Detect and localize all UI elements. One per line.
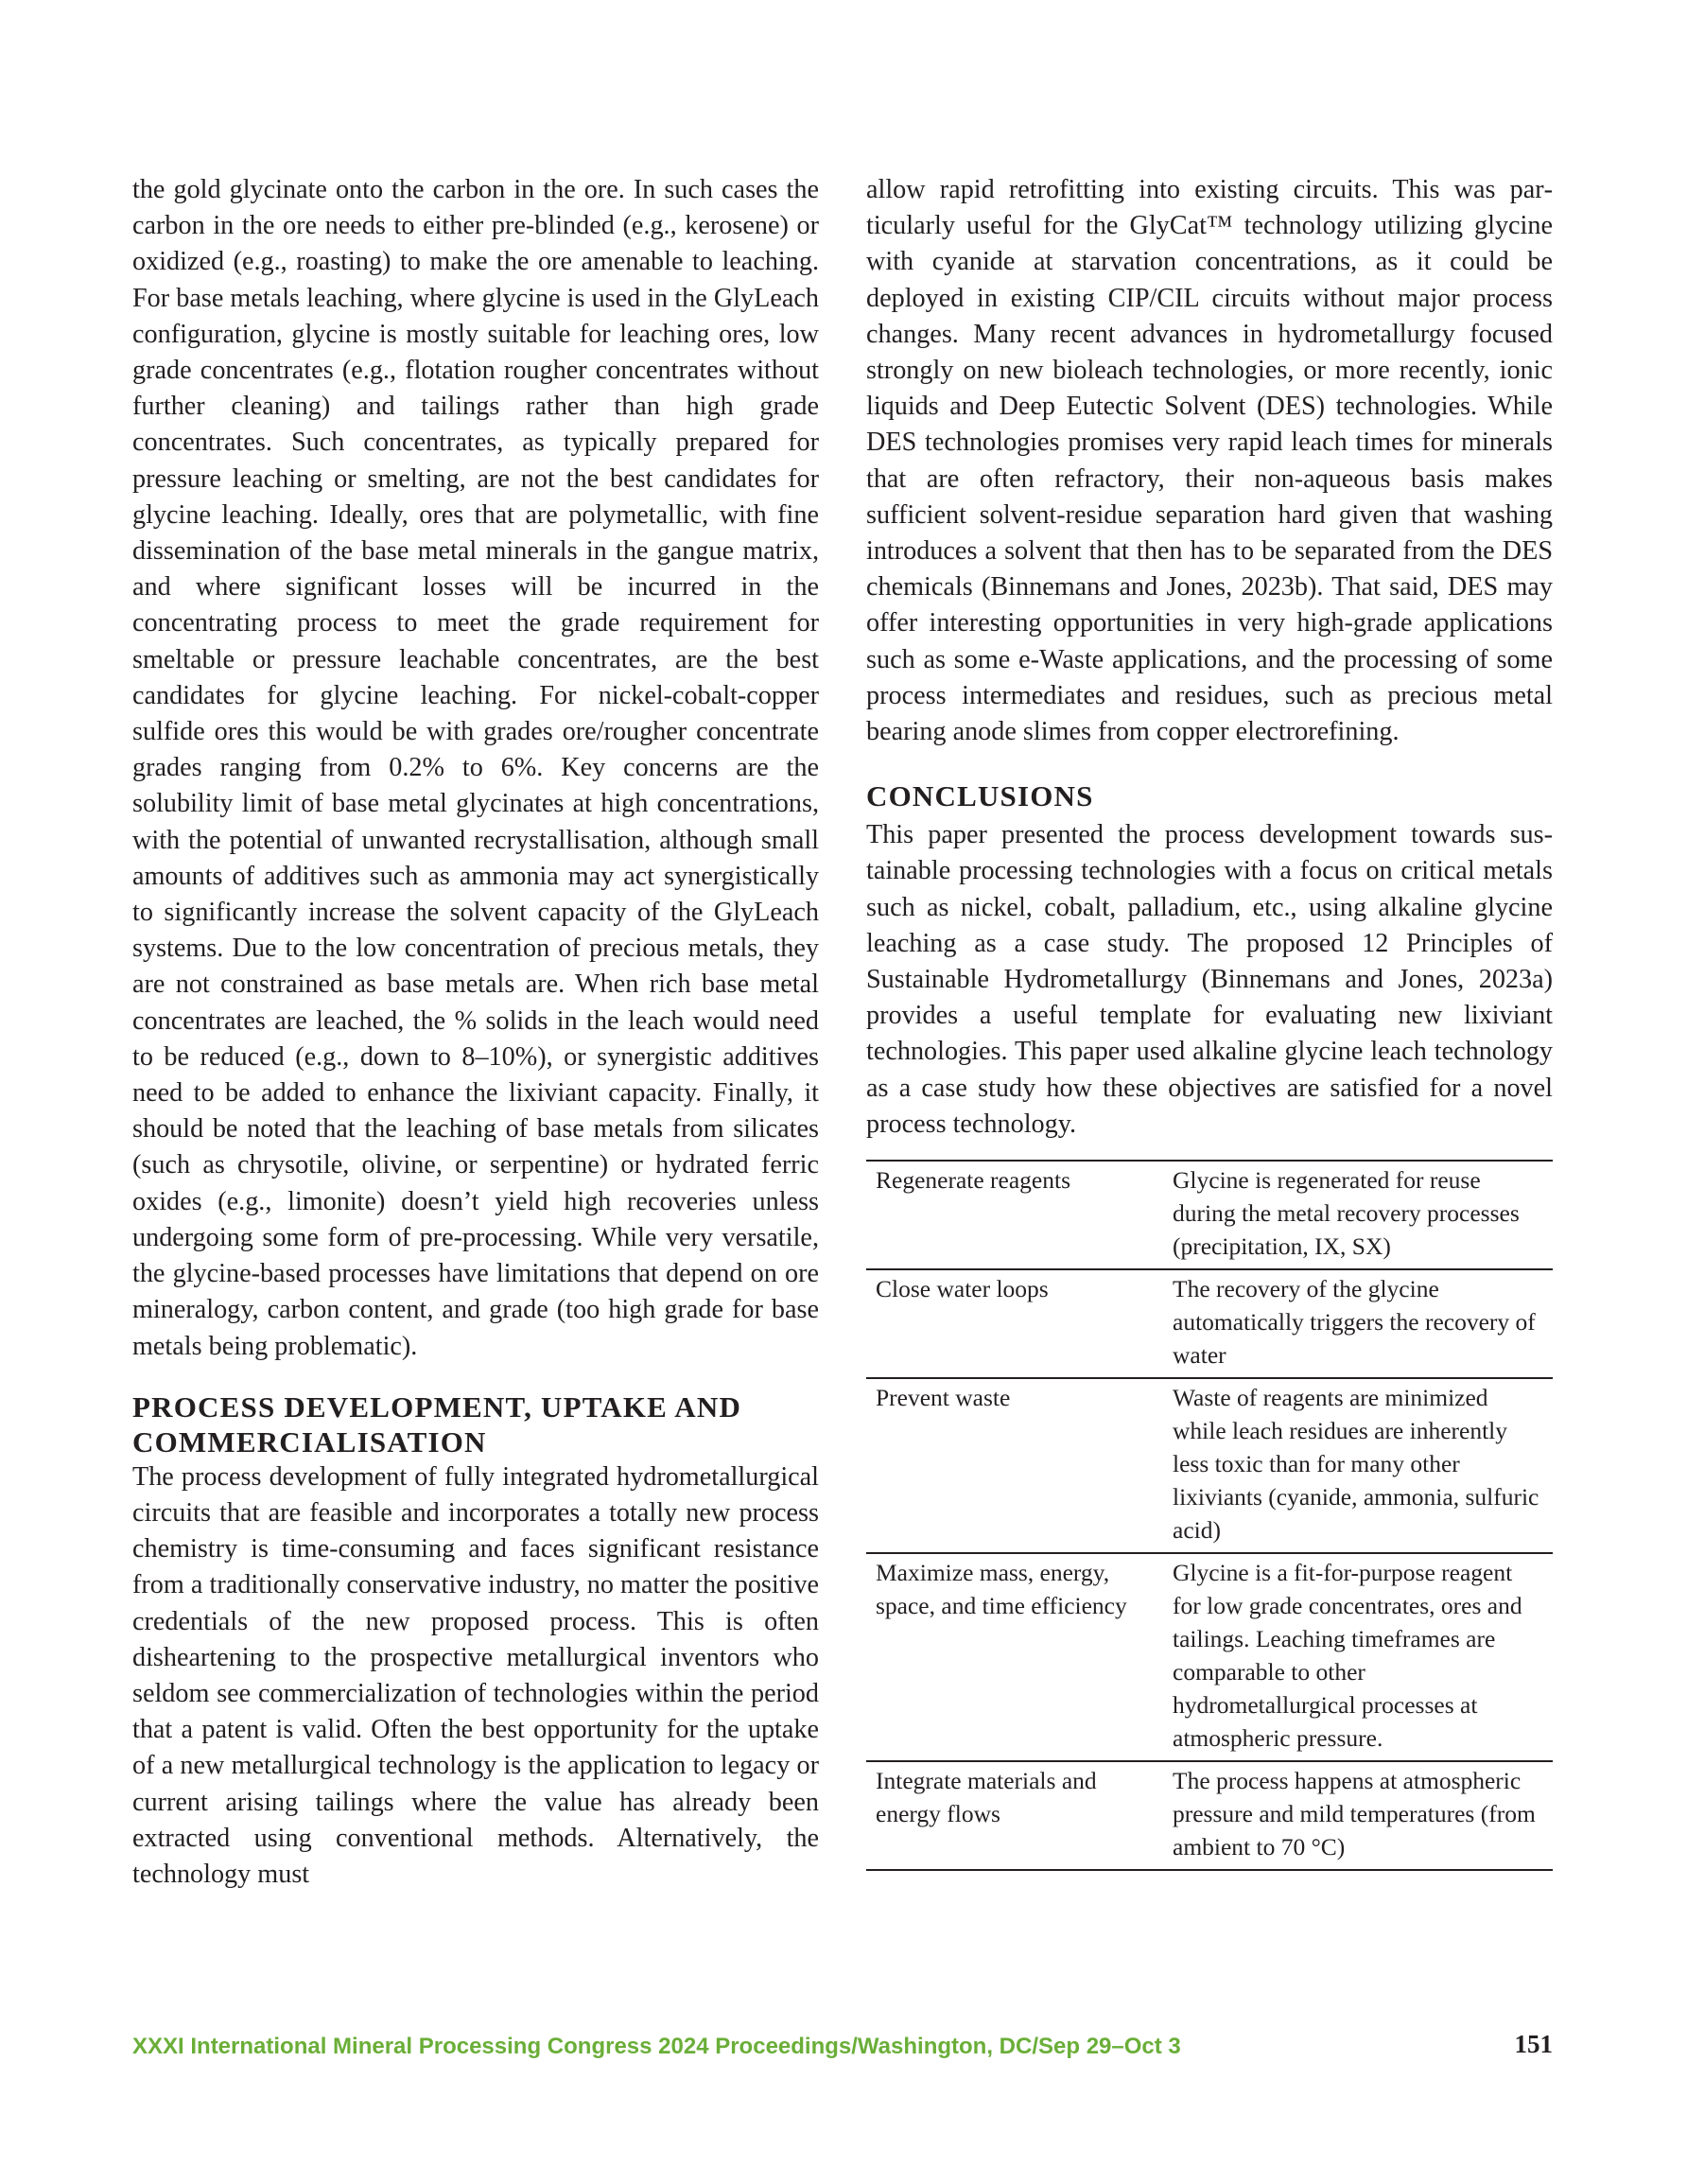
principles-table bbox=[866, 1160, 1553, 1871]
table-row bbox=[866, 1269, 1553, 1378]
table-cell-principle: Prevent waste bbox=[876, 1384, 1011, 1412]
body-paragraph: allow rapid retrofitting into existing circuits. This was particularly useful for the GlyCat™ technology utilizing glycine with cyanide at starvation concentrations, as it could be deployed in existing CIP/CIL circuits without major process changes. Many recent advances in hydrometallurgy focused strongly on new bioleach technologies, or more recently, ionic liquids and Deep Eutectic Solvent (DES) technologies. While DES technologies promises very rapid leach times for minerals that are often refractory, their non-aqueous basis makes sufficient solvent-residue separation hard given that washing introduces a solvent that then has to be separated from the DES chemicals (Binnemans and Jones, 2023b). That said, DES may offer interesting opportunities in very high-grade applications such as some e-Waste applications, and the processing of some process intermediates and residues, such as precious metal bearing anode slimes from copper electrorefining. bbox=[866, 175, 1553, 747]
page-number: 151 bbox=[1514, 2030, 1553, 2058]
section-heading-process-development: PROCESS DEVELOPMENT, UPTAKE AND COMMERCIALISATION bbox=[132, 1389, 742, 1459]
table-cell-description: Glycine is regenerated for reuse during the metal recovery processes (precipitation, IX, SX) bbox=[1173, 1166, 1520, 1261]
table-cell-description: Waste of reagents are minimized while leach residues are inherently less toxic than for many other lixiviants (cyanide, ammonia, sulfuric acid) bbox=[1173, 1384, 1539, 1545]
left-column bbox=[132, 172, 819, 1893]
table-row bbox=[866, 1161, 1553, 1269]
table-cell-principle: Regenerate reagents bbox=[876, 1166, 1071, 1195]
table-cell-principle: Close water loops bbox=[876, 1275, 1049, 1303]
right-column bbox=[866, 172, 1553, 1871]
table-cell-principle: Maximize mass, energy, space, and time efficiency bbox=[876, 1559, 1127, 1620]
table-cell-description: Glycine is a fit-for-purpose reagent for low grade concentrates, ores and tailings. Leaching timeframes are comparable to other hydrometallurgical processes at atmospheric pressure. bbox=[1173, 1559, 1522, 1753]
section-heading-conclusions: CONCLUSIONS bbox=[866, 779, 1094, 813]
body-paragraph: This paper presented the process development towards sustainable processing technologies with a focus on critical metals such as nickel, cobalt, palladium, etc., using alkaline glycine leaching as a case study. The proposed 12 Principles of Sustainable Hydrometallurgy (Binnemans and Jones, 2023a) provides a useful template for evaluating new lixiviant technologies. This paper used alkaline glycine leach technology as a case study how these objectives are satisfied for a novel process technology. bbox=[866, 820, 1553, 1139]
table-row bbox=[866, 1378, 1553, 1553]
body-paragraph: the gold glycinate onto the carbon in the ore. In such cases the carbon in the ore needs to either pre-blinded (e.g., kerosene) or oxidized (e.g., roasting) to make the ore amenable to leaching. For base metals leaching, where glycine is used in the GlyLeach configuration, glycine is mostly suitable for leaching ores, low grade concentrates (e.g., flotation rougher concentrates without further cleaning) and tailings rather than high grade concentrates. Such concentrates, as typically prepared for pressure leaching or smelting, are not the best candidates for glycine leaching. Ideally, ores that are polymetallic, with fine dissemination of the base metal minerals in the gangue matrix, and where significant losses will be incurred in the concentrating process to meet the grade requirement for smeltable or pressure leachable concentrates, are the best candidates for glycine leaching. For nickel-cobalt-copper sulfide ores this would be with grades ore/rougher concentrate grades ranging from 0.2% to 6%. Key concerns are the solubility limit of base metal glycinates at high concentrations, with the potential of unwanted recrystallisation, although small amounts of additives such as ammonia may act synergistically to significantly increase the solvent capacity of the GlyLeach systems. Due to the low concentration of precious metals, they are not constrained as base metals are. When rich base metal concentrates are leached, the % solids in the leach would need to be reduced (e.g., down to 8–10%), or synergistic additives need to be added to enhance the lixiviant capacity. Finally, it should be noted that the leaching of base metals from silicates (such as chrysotile, olivine, or serpentine) or hydrated ferric oxides (e.g., limonite) doesn’t yield high recoveries unless undergoing some form of pre-processing. While very versatile, the glycine-based processes have limitations that depend on ore mineralogy, carbon content, and grade (too high grade for base metals being problematic). bbox=[132, 175, 819, 1361]
table-row bbox=[866, 1761, 1553, 1870]
body-paragraph: The process development of fully integrated hydrometallurgical circuits that are feasible and incorporates a totally new process chemistry is time-consuming and faces significant resistance from a traditionally conservative industry, no matter the positive credentials of the new proposed process. This is often disheartening to the prospective metallurgical inventors who seldom see commercialization of technologies within the period that a patent is valid. Often the best opportunity for the uptake of a new metallurgical technology is the application to legacy or current arising tailings where the value has already been extracted using conventional methods. Alternatively, the technology must bbox=[132, 1461, 819, 1889]
table-row bbox=[866, 1553, 1553, 1761]
table-cell-description: The recovery of the glycine automatically triggers the recovery of water bbox=[1173, 1275, 1536, 1370]
table-cell-principle: Integrate materials and energy flows bbox=[876, 1767, 1097, 1828]
table-cell-description: The process happens at atmospheric pressure and mild temperatures (from ambient to 70 °C) bbox=[1173, 1767, 1536, 1861]
footer-proceedings: XXXI International Mineral Processing Congress 2024 Proceedings/Washington, DC/Sep 29–Oct 3 bbox=[132, 2034, 1181, 2059]
